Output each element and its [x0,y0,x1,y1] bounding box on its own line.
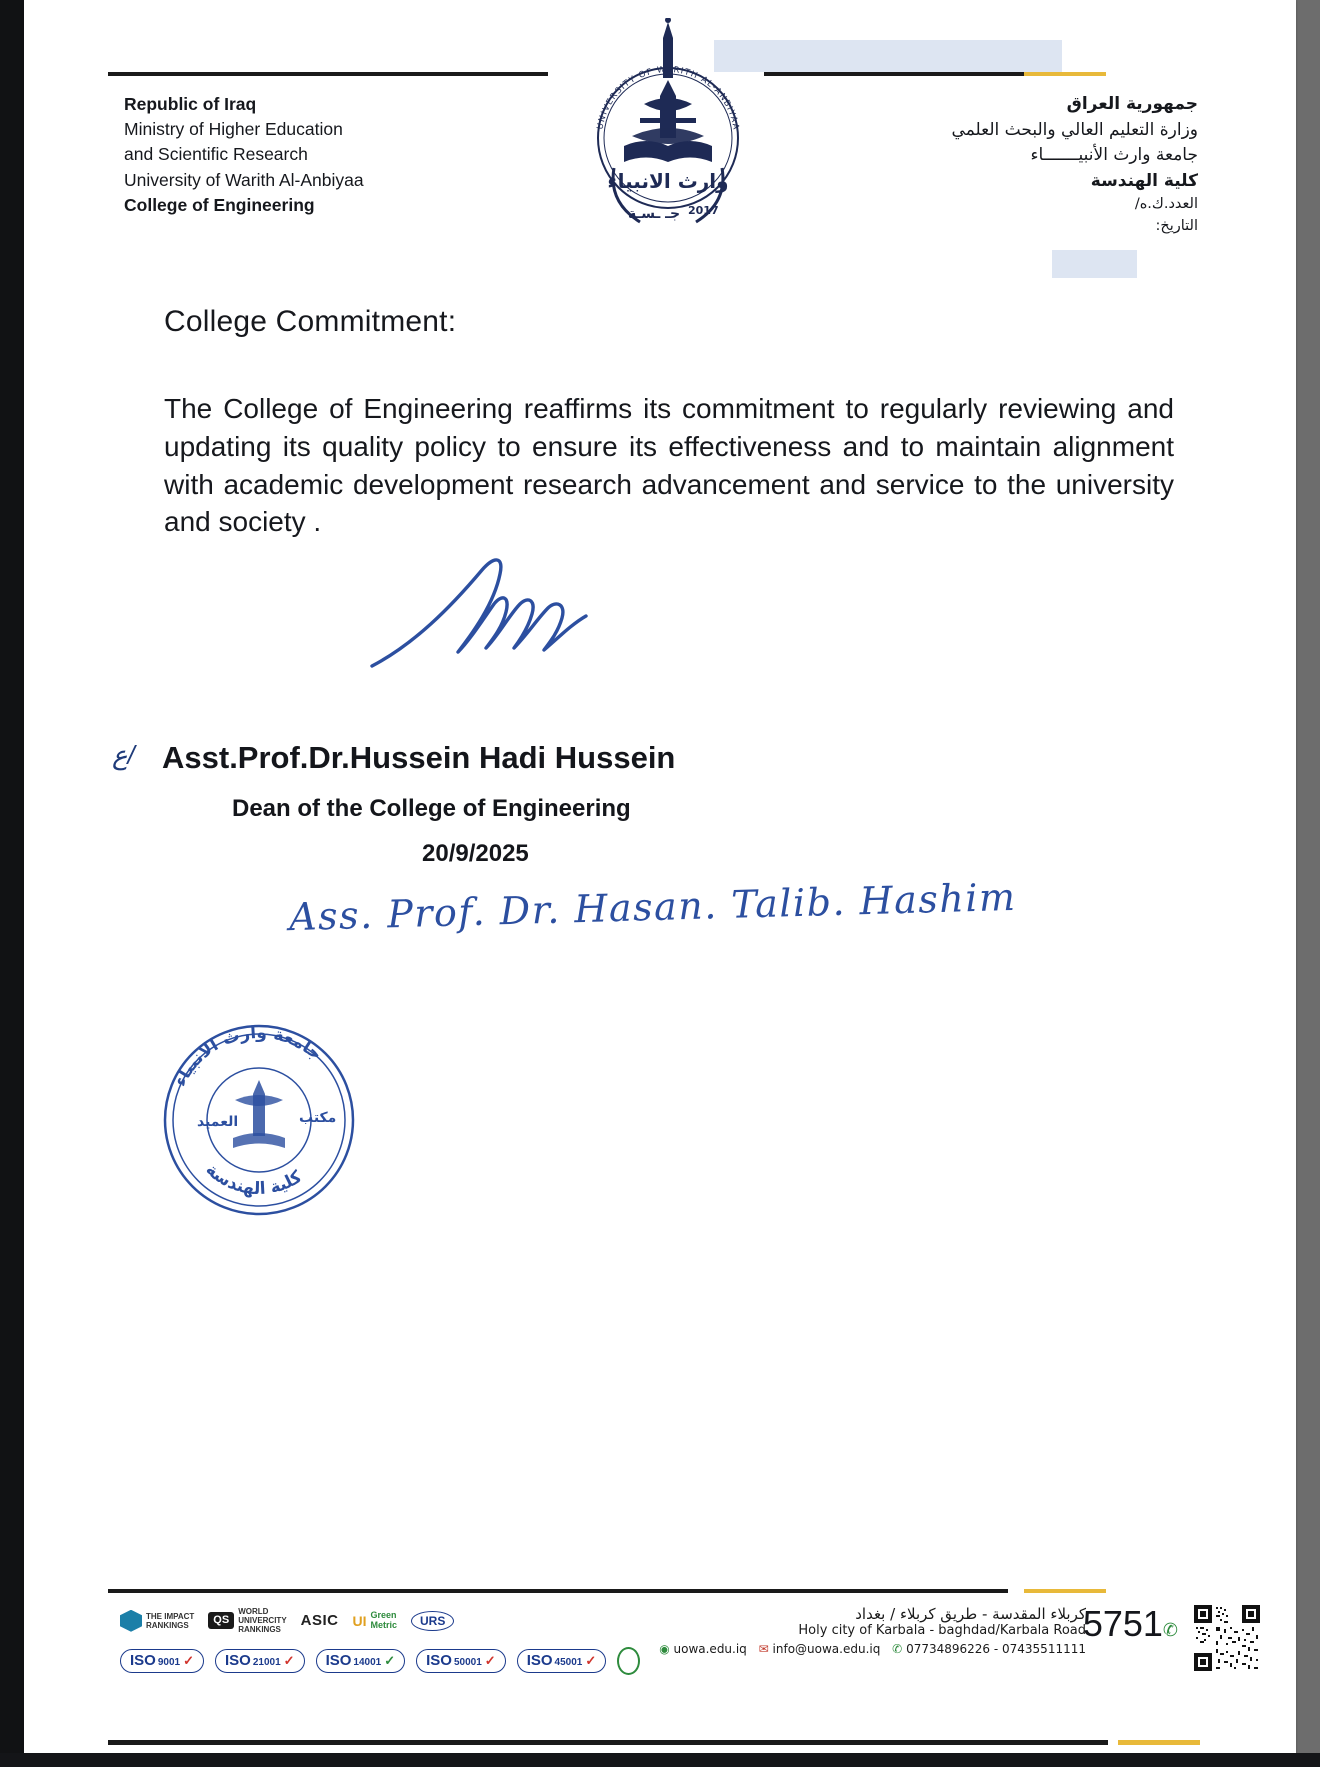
asic-accreditation-logo: ASIC [300,1612,339,1630]
header-rule-left [108,72,548,76]
footer-hotline-value: 5751 [1082,1603,1163,1644]
header-arabic-block [952,92,1198,238]
impact-line-2: RANKINGS [146,1620,189,1630]
handwritten-signature-mark [354,548,654,688]
section-heading: College Commitment: [164,305,457,338]
document-page [24,0,1296,1767]
greenmetric-line-1: Green [370,1609,397,1620]
the-impact-rankings-logo [120,1610,194,1632]
iso-21001-label: ISO [225,1651,251,1669]
iso-45001-label: ISO [526,1651,553,1669]
signature-date: 20/9/2025 [422,840,529,867]
dean-name: Asst.Prof.Dr.Hussein Hadi Hussein [162,740,676,775]
footer-email[interactable]: info@uowa.edu.iq [772,1642,881,1656]
greenmetric-line-2: Metric [370,1619,398,1630]
qr-code[interactable] [1194,1605,1260,1671]
header-ar-line-1: جمهورية العراق [1066,94,1198,114]
header-date-field [1052,250,1137,278]
iso-50001-number: 50001 [453,1656,482,1668]
header-ar-line-4: كلية الهندسة [1090,170,1198,191]
svg-text:وارث الانبياء: وارث الانبياء [607,169,729,193]
iso-21001-number: 21001 [252,1656,281,1668]
iso-14001-number: 14001 [353,1656,382,1668]
green-circle-badge [617,1647,640,1675]
footer-rule [108,1589,1008,1593]
iso-9001-label: ISO [130,1651,156,1669]
footer-contact-block [659,1605,1086,1656]
scan-edge-bottom [0,1753,1320,1767]
header-en-line-2: Ministry of Higher Education [124,119,343,140]
qs-world-university-rankings-logo [208,1607,286,1635]
iso-21001-check-icon: ✓ [283,1652,295,1668]
scan-edge-left [0,0,24,1767]
accreditation-badges [120,1607,640,1675]
svg-text:UNIVERSITY OF WARITH AL-ANBIYA: UNIVERSITY OF WARITH AL-ANBIYAA [595,64,741,132]
commitment-paragraph: The College of Engineering reaffirms its commitment to regularly reviewing and updating its quality policy to ensure its effectiveness and to maintain alignment with academic development research advancement and service to the university and society . [164,393,1174,538]
svg-text:جامعة وارث الانبياء: جامعة وارث الانبياء [170,1022,326,1090]
qs-line-1: WORLD [238,1607,269,1616]
footer-address-arabic: كربلاء المقدسة - طريق كربلاء / بغداد [855,1605,1086,1623]
impact-line-1: THE IMPACT [146,1611,195,1621]
iso-9001-badge [120,1649,204,1673]
dean-title: Dean of the College of Engineering [232,795,631,822]
iso-14001-label: ISO [325,1651,352,1669]
svg-text:2017: 2017 [688,204,719,217]
iso-50001-check-icon: ✓ [484,1652,496,1668]
footer-bottom-accent [1118,1740,1200,1745]
header-en-line-3: and Scientific Research [124,144,308,165]
qs-line-3: RANKINGS [238,1625,281,1635]
phone-icon: ✆ [892,1642,903,1656]
header-en-line-1: Republic of Iraq [124,94,257,114]
svg-text:العميد: العميد [197,1114,239,1130]
iso-14001-check-icon: ✓ [384,1652,396,1668]
iso-50001-label: ISO [426,1651,452,1669]
iso-45001-number: 45001 [554,1656,583,1668]
header-english-block [124,92,364,218]
impact-hex-icon [120,1610,142,1632]
footer-hotline-number [1083,1603,1178,1645]
iso-9001-number: 9001 [157,1656,181,1668]
mail-icon: ✉ [758,1642,769,1656]
svg-text:جـ ـسـة: جـ ـسـة [628,206,681,222]
footer-address-english: Holy city of Karbala - baghdad/Karbala Road [798,1623,1086,1638]
header-en-line-5: College of Engineering [124,194,315,215]
iso-9001-check-icon: ✓ [183,1652,194,1668]
iso-45001-check-icon: ✓ [585,1652,597,1668]
letterhead-footer [24,1589,1296,1729]
footer-bottom-bar [108,1740,1108,1745]
header-accent-bar [1024,72,1106,76]
header-highlight-field [714,40,1062,72]
header-ar-line-3: جامعة وارث الأنبيـــــــاء [1030,145,1198,165]
iso-50001-badge [416,1649,506,1673]
hotline-phone-icon: ✆ [1162,1620,1178,1640]
footer-phones: 07734896226 - 07435511111 [906,1642,1086,1656]
scan-edge-right [1296,0,1320,1767]
ui-greenmetric-logo [353,1611,398,1631]
svg-text:كلية الهندسة: كلية الهندسة [201,1159,306,1200]
globe-icon: ◉ [659,1642,670,1656]
letterhead-header [24,0,1296,290]
urs-certification-logo: URS [411,1611,454,1631]
footer-website[interactable]: uowa.edu.iq [673,1642,747,1656]
header-en-line-4: University of Warith Al-Anbiyaa [124,169,364,190]
university-emblem [580,18,756,268]
qs-line-2: UNIVERCITY [238,1616,287,1626]
qs-mark: QS [208,1612,234,1629]
iso-45001-badge [517,1649,607,1673]
handwritten-note: Ass. Prof. Dr. Hasan. Talib. Hashim [288,874,1018,940]
svg-text:مكتب: مكتب [299,1110,337,1126]
signature-slash-mark: ع/ [112,740,135,770]
iso-14001-badge [316,1649,406,1673]
header-number-label: العدد.ك.ه/ [1134,196,1198,212]
official-stamp [149,1010,369,1230]
footer-accent-bar [1024,1589,1106,1593]
header-ar-line-2: وزارة التعليم العالي والبحث العلمي [951,119,1198,140]
ui-mark: UI [352,1612,367,1629]
header-date-label: التاريخ: [1155,217,1198,234]
iso-21001-badge [215,1649,305,1673]
